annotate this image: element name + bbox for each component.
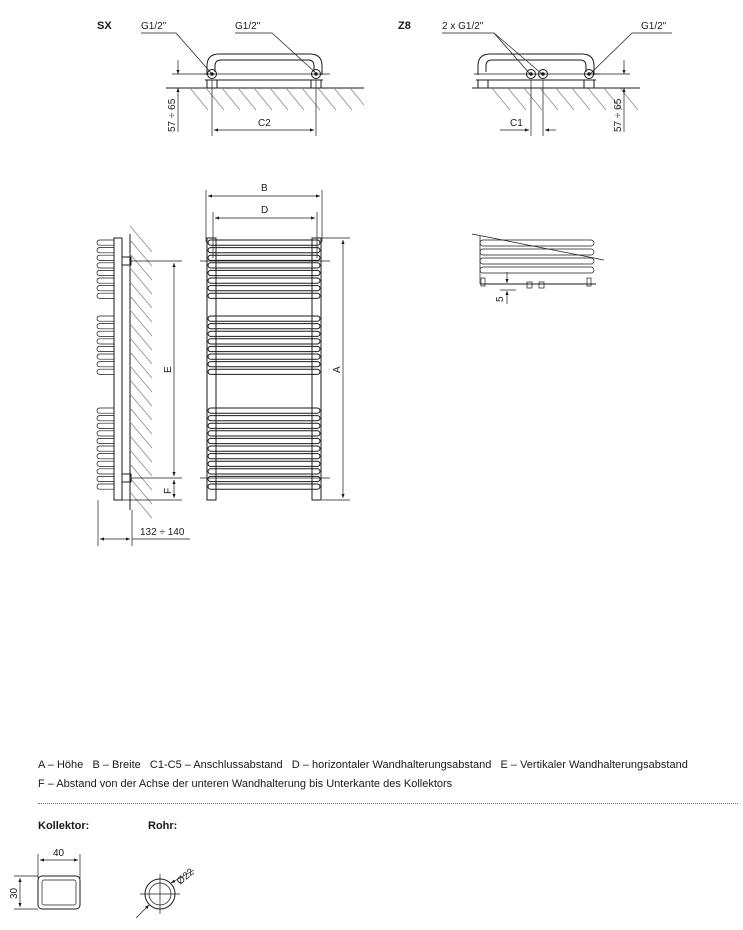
- side-e-dim: E: [163, 366, 174, 373]
- front-tube: [208, 346, 320, 351]
- side-tube: [97, 354, 114, 359]
- detail-tube: [480, 258, 594, 264]
- front-tube: [208, 255, 320, 260]
- z8-conn-right-label: G1/2": [641, 21, 667, 32]
- legend-line-2: F – Abstand von der Achse der unteren Wandhalterung bis Unterkante des Kollektors: [38, 778, 453, 790]
- front-tube: [208, 423, 320, 428]
- front-tube: [208, 331, 320, 336]
- side-view: [97, 226, 190, 546]
- separator: [38, 803, 738, 804]
- side-tube: [97, 469, 114, 474]
- front-tube: [208, 286, 320, 291]
- z8-conn-left-label: 2 x G1/2": [442, 21, 484, 32]
- front-tube: [208, 461, 320, 466]
- sx-wall-hatch: [190, 88, 364, 110]
- rohr-title: Rohr:: [148, 820, 178, 832]
- front-tube: [208, 438, 320, 443]
- front-tube: [208, 248, 320, 253]
- kollektor-title: Kollektor:: [38, 820, 90, 832]
- front-tube: [208, 278, 320, 283]
- side-tube: [97, 316, 114, 321]
- front-tube: [208, 354, 320, 359]
- rohr-diameter: Ø22: [174, 866, 197, 888]
- side-tube: [97, 438, 114, 443]
- sx-title: SX: [97, 20, 112, 32]
- detail-cut-line: [472, 234, 604, 260]
- detail-tubes: [480, 240, 594, 273]
- sx-bar-inner: [215, 60, 314, 72]
- side-tube: [97, 286, 114, 291]
- side-depth-dim: 132 ÷ 140: [140, 527, 185, 538]
- legend-a: A – Höhe: [38, 759, 84, 771]
- front-tube: [208, 369, 320, 374]
- detail-dim-5: 5: [495, 296, 506, 302]
- sx-bar-outer: [207, 54, 322, 75]
- legend-d: D – horizontaler Wandhalterungsabstand: [291, 759, 492, 771]
- front-tube: [208, 408, 320, 413]
- front-view: [200, 183, 350, 500]
- sx-depth-dim: 57 ÷ 65: [167, 98, 178, 132]
- kollektor-profile-outer: [38, 876, 80, 909]
- sx-top-view: [97, 20, 364, 136]
- kollektor-width: 40: [53, 848, 65, 859]
- front-tube: [208, 240, 320, 245]
- sx-conn-right-label: G1/2": [235, 21, 261, 32]
- side-tube: [97, 423, 114, 428]
- side-tube: [97, 454, 114, 459]
- legend-c: C1-C5 – Anschlussabstand: [149, 759, 283, 771]
- front-tube: [208, 324, 320, 329]
- sx-c2-dim: C2: [258, 118, 271, 129]
- side-tube: [97, 293, 114, 298]
- front-tube: [208, 270, 320, 275]
- front-tube: [208, 431, 320, 436]
- detail-view: [472, 234, 604, 304]
- sx-leader-left: [141, 33, 212, 74]
- kollektor-height: 30: [9, 887, 20, 899]
- side-tube: [97, 339, 114, 344]
- side-tube: [97, 278, 114, 283]
- kollektor-profile-inner: [42, 880, 76, 905]
- side-tube: [97, 263, 114, 268]
- legend-b: B – Breite: [92, 759, 141, 771]
- front-tube: [208, 454, 320, 459]
- side-tube: [97, 270, 114, 275]
- side-tube: [97, 446, 114, 451]
- detail-tube: [480, 249, 594, 255]
- legend-line-1: [38, 758, 688, 772]
- front-tubes: [208, 240, 320, 489]
- front-tube: [208, 316, 320, 321]
- z8-title: Z8: [398, 20, 411, 32]
- z8-c1-dim: C1: [510, 118, 523, 129]
- front-tube: [208, 476, 320, 481]
- z8-depth-dim: 57 ÷ 65: [613, 98, 624, 132]
- side-tube: [97, 240, 114, 245]
- front-tube: [208, 263, 320, 268]
- front-b-dim: B: [261, 183, 268, 194]
- front-tube: [208, 484, 320, 489]
- front-tube: [208, 416, 320, 421]
- front-d-dim: D: [261, 205, 269, 216]
- front-tube: [208, 469, 320, 474]
- side-tube: [97, 416, 114, 421]
- side-tube: [97, 324, 114, 329]
- z8-bar-outer: [478, 54, 594, 75]
- side-tube: [97, 369, 114, 374]
- front-tube: [208, 293, 320, 298]
- kollektor-section-drawing: [9, 848, 80, 909]
- z8-bar-inner: [486, 60, 586, 72]
- side-tube: [97, 484, 114, 489]
- front-tube: [208, 362, 320, 367]
- front-a-dim: A: [332, 366, 343, 373]
- side-tube: [97, 248, 114, 253]
- side-tube: [97, 346, 114, 351]
- side-collector: [114, 238, 122, 500]
- sx-conn-left-label: G1/2": [141, 21, 167, 32]
- detail-tube: [480, 240, 594, 246]
- side-tube: [97, 476, 114, 481]
- rohr-section-drawing: [136, 866, 197, 918]
- side-tube: [97, 461, 114, 466]
- side-tubes: [97, 240, 114, 489]
- side-tube: [97, 431, 114, 436]
- detail-tube: [480, 267, 594, 273]
- side-tube: [97, 331, 114, 336]
- front-tube: [208, 446, 320, 451]
- side-tube: [97, 255, 114, 260]
- z8-top-view: [398, 20, 672, 136]
- side-f-dim: F: [163, 487, 174, 494]
- side-wall-hatch: [130, 226, 152, 518]
- side-tube: [97, 362, 114, 367]
- side-tube: [97, 408, 114, 413]
- front-tube: [208, 339, 320, 344]
- legend-e: E – Vertikaler Wandhalterungsabstand: [500, 759, 688, 771]
